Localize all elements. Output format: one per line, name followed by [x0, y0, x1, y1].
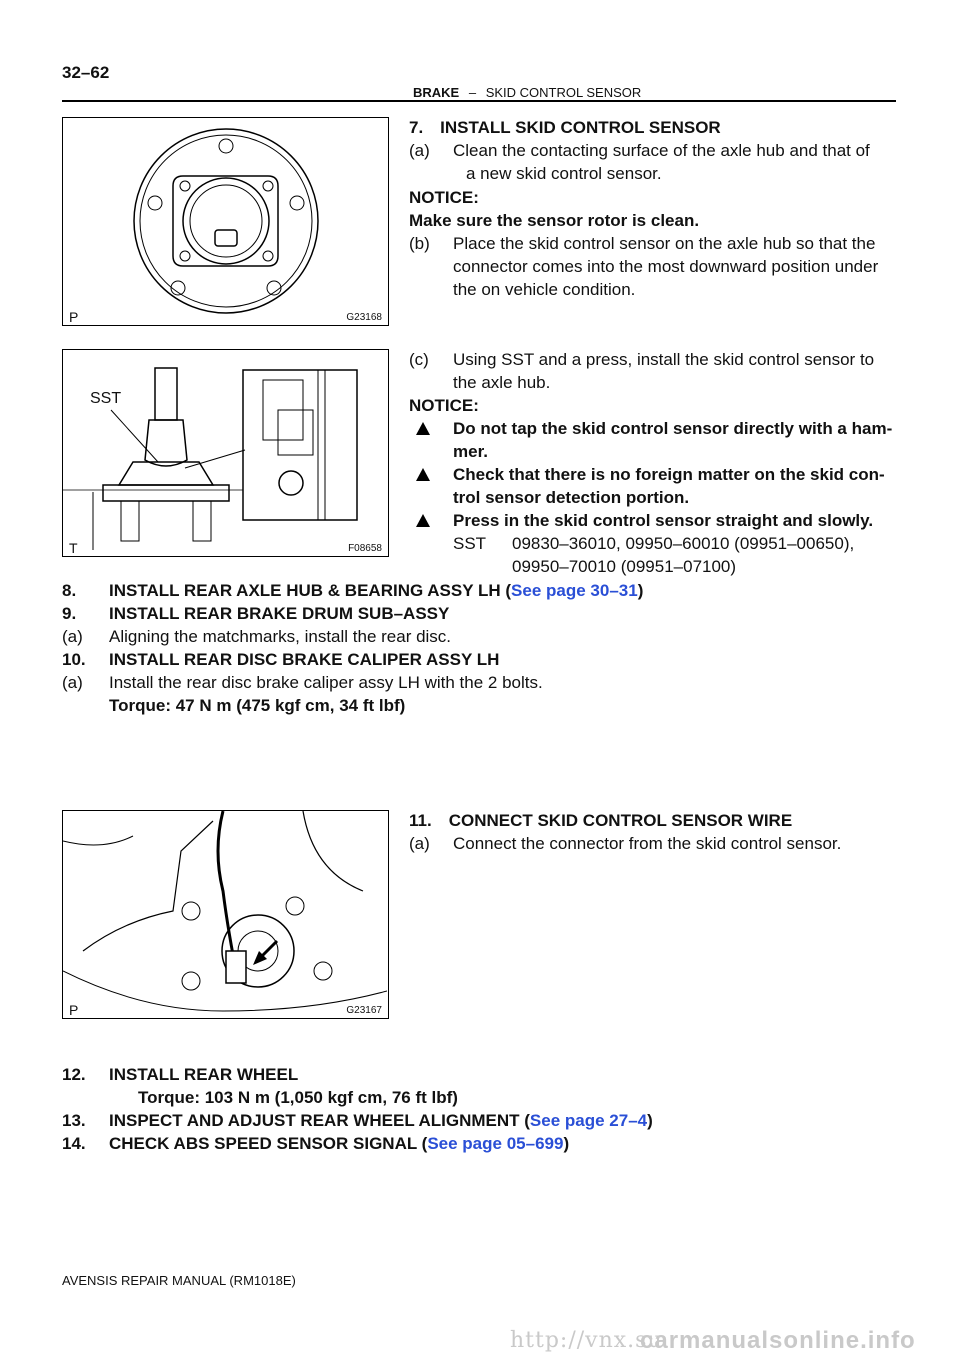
step8-heading: [109, 580, 643, 602]
step7-c-line1: Using SST and a press, install the skid control sensor to: [453, 350, 875, 369]
step7-a-line1: Clean the contacting surface of the axle hub and that of: [453, 141, 870, 160]
figure-id: G23167: [346, 1005, 382, 1016]
step11-a-text: Connect the connector from the skid control sensor.: [453, 834, 842, 853]
sst-press-illustration: [63, 350, 387, 555]
step7-title: 7. INSTALL SKID CONTROL SENSOR: [409, 118, 721, 137]
figure-axle-hub: [62, 117, 389, 326]
warning-triangle-icon: [416, 422, 430, 435]
step10-torque: Torque: 47 N m (475 kgf cm, 34 ft lbf): [109, 696, 406, 715]
warning-triangle-icon: [416, 514, 430, 527]
step8-title: INSTALL REAR AXLE HUB & BEARING ASSY LH (: [109, 581, 512, 600]
step9-a-text: Aligning the matchmarks, install the rear disc.: [109, 627, 452, 646]
notice-text: Make sure the sensor rotor is clean.: [409, 211, 700, 230]
step7-a-label: (a): [409, 141, 430, 160]
watermark-site[interactable]: carmanualsonline.info: [640, 1327, 916, 1354]
step10-title: INSTALL REAR DISC BRAKE CALIPER ASSY LH: [109, 650, 500, 669]
step14-title: CHECK ABS SPEED SENSOR SIGNAL (: [109, 1134, 428, 1153]
figure-tag: P: [69, 1002, 79, 1018]
figure-id: G23168: [346, 312, 382, 323]
sst-codes-line2: 09950–70010 (09951–07100): [512, 557, 737, 576]
step10-a-label: (a): [62, 673, 83, 692]
step14-heading: [109, 1133, 569, 1155]
sst-label: SST: [90, 390, 122, 407]
header-dash: –: [468, 85, 477, 100]
subsection-name: SKID CONTROL SENSOR: [485, 85, 642, 100]
step7-c-label: (c): [409, 350, 429, 369]
step12-torque: Torque: 103 N m (1,050 kgf cm, 76 ft lbf): [138, 1088, 458, 1107]
step7-a-line2: a new skid control sensor.: [466, 164, 662, 183]
step11-a-label: (a): [409, 834, 430, 853]
step13-close: ): [647, 1111, 653, 1130]
step9-a-label: (a): [62, 627, 83, 646]
sensor-wire-illustration: [63, 811, 387, 1017]
section-name: BRAKE: [413, 85, 460, 100]
step11-title: 11. CONNECT SKID CONTROL SENSOR WIRE: [409, 811, 793, 830]
step10-number: 10.: [62, 650, 86, 669]
step8-close: ): [637, 581, 644, 600]
step12-title: INSTALL REAR WHEEL: [109, 1065, 299, 1084]
step13-page-link[interactable]: See page 27–4: [529, 1111, 648, 1130]
step7-b-label: (b): [409, 234, 430, 253]
step7-b-line3: the on vehicle condition.: [453, 280, 636, 299]
warning-triangle-icon: [416, 468, 430, 481]
figure-tag: T: [69, 540, 78, 556]
bullet2-line1: Check that there is no foreign matter on the skid con-: [453, 465, 885, 484]
axle-hub-illustration: [63, 118, 387, 324]
watermark-url[interactable]: http://vnx.su: [510, 1328, 663, 1353]
step9-number: 9.: [62, 604, 77, 623]
step13-number: 13.: [62, 1111, 86, 1130]
bullet3-line1: Press in the skid control sensor straight and slowly.: [453, 511, 874, 530]
step13-title: INSPECT AND ADJUST REAR WHEEL ALIGNMENT (: [109, 1111, 530, 1130]
step7-b-line1: Place the skid control sensor on the axle hub so that the: [453, 234, 876, 253]
figure-id: F08658: [348, 543, 382, 554]
footer-manual-title: AVENSIS REPAIR MANUAL (RM1018E): [62, 1273, 296, 1288]
step14-number: 14.: [62, 1134, 86, 1153]
figure-tag: P: [69, 309, 79, 325]
step14-page-link[interactable]: See page 05–699: [427, 1134, 564, 1153]
step9-title: INSTALL REAR BRAKE DRUM SUB–ASSY: [109, 604, 450, 623]
figure-sst-press: [62, 349, 389, 557]
page-number: 32–62: [62, 63, 110, 82]
sst-codes-line1: 09830–36010, 09950–60010 (09951–00650),: [512, 534, 855, 553]
step8-number: 8.: [62, 581, 77, 600]
step8-page-link[interactable]: See page 30–31: [511, 581, 638, 600]
bullet1-line2: mer.: [453, 442, 488, 461]
notice-label: NOTICE:: [409, 188, 479, 207]
header-rule: [62, 100, 896, 102]
step14-close: ): [563, 1134, 570, 1153]
bullet1-line1: Do not tap the skid control sensor directly with a ham-: [453, 419, 893, 438]
step7-b-line2: connector comes into the most downward position under: [453, 257, 879, 276]
step12-number: 12.: [62, 1065, 86, 1084]
step13-heading: [109, 1110, 653, 1132]
sst-code-label: SST: [453, 534, 487, 553]
step10-a-text: Install the rear disc brake caliper assy LH with the 2 bolts.: [109, 673, 543, 692]
figure-sensor-wire: [62, 810, 389, 1019]
step7-c-line2: the axle hub.: [453, 373, 551, 392]
bullet2-line2: trol sensor detection portion.: [453, 488, 690, 507]
notice2-label: NOTICE:: [409, 396, 479, 415]
